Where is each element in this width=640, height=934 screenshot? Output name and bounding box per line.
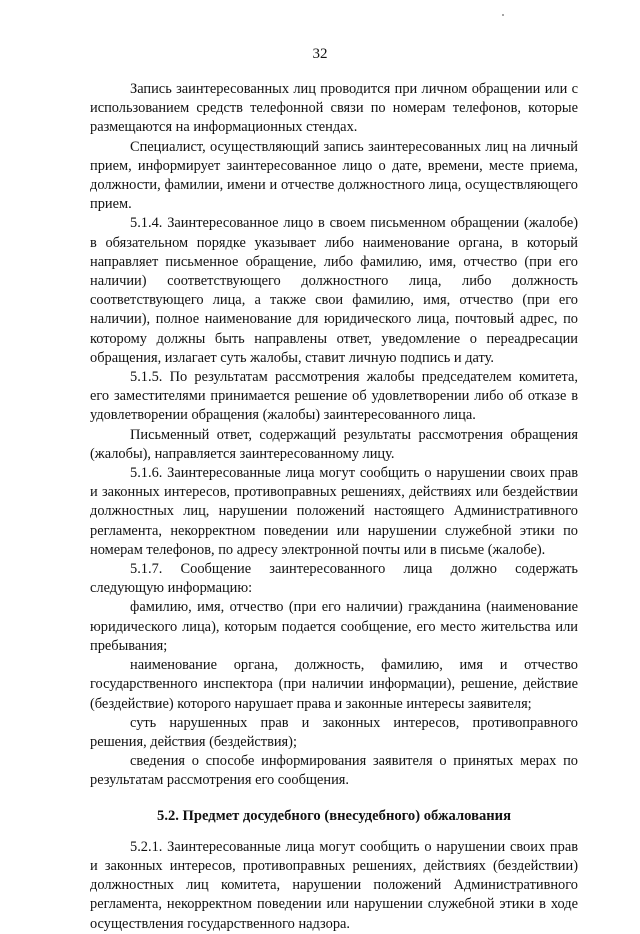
- paragraph-specialist-informs: Специалист, осуществляющий запись заинтересованных лиц на личный прием, информирует заинтересованное лицо о дате, времени, месте приема, должности, фамилии, имени и отчестве должностного лица, осуществляющего прием.: [90, 138, 578, 213]
- list-item-full-name: фамилию, имя, отчество (при его наличии) гражданина (наименование юридического лица), которым подается сообщение, его место жительства или пребывания;: [90, 599, 578, 654]
- list-item-notification-method: сведения о способе информирования заявителя о принятых мерах по результатам рассмотрения его сообщения.: [90, 753, 578, 789]
- list-item-authority-name: наименование органа, должность, фамилию, имя и отчество государственного инспектора (при наличии информации), решение, действие (бездействие) которого нарушает права и законные интересы заявителя;: [90, 657, 578, 712]
- paragraph-5-1-5: 5.1.5. По результатам рассмотрения жалобы председателем комитета, его заместителями принимается решение об удовлетворении либо об отказе в удовлетворении обращения (жалобы) заинтересованного лица.: [90, 369, 578, 424]
- scan-speck: [502, 14, 504, 16]
- page-number: 32: [312, 46, 328, 62]
- section-heading-5-2: 5.2. Предмет досудебного (внесудебного) обжалования: [157, 807, 511, 824]
- paragraph-written-answer: Письменный ответ, содержащий результаты рассмотрения обращения (жалобы), направляется заинтересованному лицу.: [90, 426, 578, 462]
- paragraph-5-1-7: 5.1.7. Сообщение заинтересованного лица должно содержать следующую информацию:: [90, 561, 578, 597]
- paragraph-5-1-4: 5.1.4. Заинтересованное лицо в своем письменном обращении (жалобе) в обязательном порядке указывает либо наименование органа, в который направляет письменное обращение, либо фамилию, имя, отчество (при его наличии) соответствующего должностного лица, либо должность соответствующего лица, а также свои фамилию, имя, отчество (при его наличии), полное наименование для юридического лица, почтовый адрес, по которому должны быть направлены ответ, уведомление о переадресации обращения, излагает суть жалобы, ставит личную подпись и дату.: [90, 215, 578, 366]
- document-body: [90, 80, 578, 934]
- list-item-violated-rights: суть нарушенных прав и законных интересов, противоправного решения, действия (бездействия);: [90, 714, 578, 750]
- paragraph-record-appointment: Запись заинтересованных лиц проводится при личном обращении или с использованием средств телефонной связи по номерам телефонов, которые размещаются на информационных стендах.: [90, 81, 578, 136]
- paragraph-5-1-6: 5.1.6. Заинтересованные лица могут сообщить о нарушении своих прав и законных интересов, противоправных решениях, действиях или бездействии должностных лиц, нарушении положений настоящего Административного регламента, некорректном поведении или нарушении служебной этики по номерам телефонов, по адресу электронной почты или в письме (жалобе).: [90, 465, 578, 558]
- paragraph-5-2-1: 5.2.1. Заинтересованные лица могут сообщить о нарушении своих прав и законных интересов, противоправных решениях, действиях (бездействии) должностных лиц комитета, нарушении положений Административного регламента, некорректном поведении или нарушении служебной этики в ходе осуществления государственного надзора.: [90, 838, 578, 932]
